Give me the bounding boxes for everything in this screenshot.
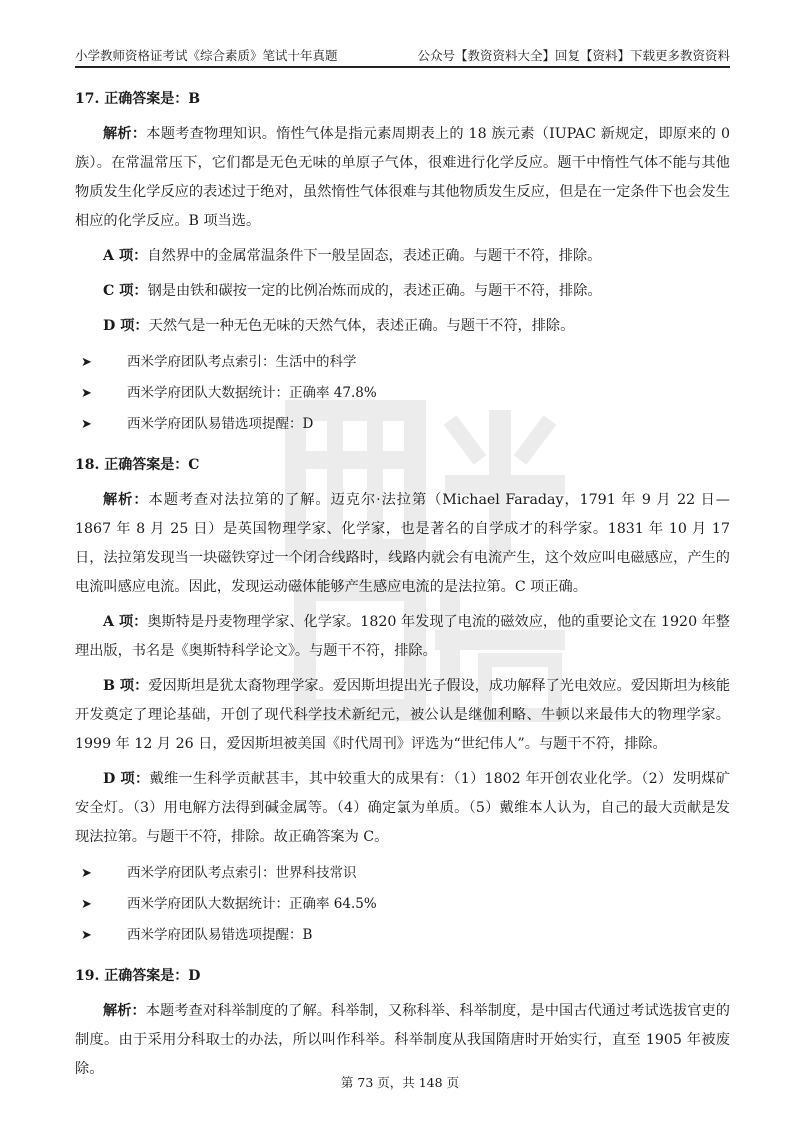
q17-bullet-reminder: ➤ 西米学府团队易错选项提醒：D	[75, 409, 730, 440]
analysis-label: 解析：	[103, 1003, 146, 1019]
analysis-label: 解析：	[103, 126, 147, 142]
header-left: 小学教师资格证考试《综合素质》笔试十年真题	[75, 48, 338, 63]
analysis-text: 本题考查对法拉第的了解。迈克尔·法拉第（Michael Faraday，1791 年 9 月 22 日—1867 年 8 月 25 日）是英国物理学家、化学家，也是著名的自学成才的科学家。1831 年 10 月 17 日，法拉第发现当一块磁铁穿过一个闭合线路时，线路内就会有电流产生，这个效应叫电磁感应，产生的电流叫感应电流。因此，发现运动磁体能够产生感应电流的是法拉第。C 项正确。	[75, 492, 730, 595]
header-right: 公众号【教资资料大全】回复【资料】下载更多教资资料	[417, 48, 730, 63]
q18-bullet-index: ➤ 西米学府团队考点索引：世界科技常识	[75, 858, 730, 889]
arrow-bullet-icon: ➤	[81, 897, 92, 912]
page-number: 第 73 页，共 148 页	[340, 1075, 460, 1090]
q18-option-d: D 项：戴维一生科学贡献甚丰，其中较重大的成果有：（1）1802 年开创农业化学。（2）发明煤矿安全灯。（3）用电解方法得到碱金属等。（4）确定氯为单质。（5）戴维本人认为，自己的最大贡献是发现法拉第。与题干不符，排除。故正确答案为 C。	[75, 771, 730, 845]
page-content	[75, 74, 730, 1090]
q17-analysis	[75, 120, 730, 236]
question-18-answer: 18. 正确答案是：C	[75, 457, 200, 473]
q17-option-c: C 项：钢是由铁和碳按一定的比例冶炼而成的，表述正确。与题干不符，排除。	[103, 283, 602, 299]
q18-option-a: A 项：奥斯特是丹麦物理学家、化学家。1820 年发现了电流的磁效应，他的重要论文在 1920 年整理出版，书名是《奥斯特科学论文》。与题干不符，排除。	[75, 614, 730, 659]
q17-bullet-index: ➤ 西米学府团队考点索引：生活中的科学	[75, 347, 730, 378]
arrow-bullet-icon: ➤	[81, 386, 92, 401]
arrow-bullet-icon: ➤	[81, 928, 92, 943]
analysis-label: 解析：	[103, 492, 149, 508]
question-19-answer: 19. 正确答案是：D	[75, 968, 201, 984]
arrow-bullet-icon: ➤	[81, 417, 92, 432]
q17-bullet-stats: ➤ 西米学府团队大数据统计：正确率 47.8%	[75, 378, 730, 409]
q18-bullet-reminder: ➤ 西米学府团队易错选项提醒：B	[75, 920, 730, 951]
q18-analysis	[75, 486, 730, 602]
analysis-text: 本题考查对科举制度的了解。科举制，又称科举、科举制度，是中国古代通过考试选拔官吏的制度。由于采用分科取士的办法，所以叫作科举。科举制度从我国隋唐时开始实行，直至 1905 年被废除。	[75, 1003, 730, 1077]
question-17-answer: 17. 正确答案是：B	[75, 91, 201, 107]
arrow-bullet-icon: ➤	[81, 355, 92, 370]
q18-option-b: B 项：爱因斯坦是犹太裔物理学家。爱因斯坦提出光子假设，成功解释了光电效应。爱因斯坦为核能开发奠定了理论基础，开创了现代科学技术新纪元，被公认是继伽利略、牛顿以来最伟大的物理学家。1999 年 12 月 26 日，爱因斯坦被美国《时代周刊》评选为“世纪伟人”。与题干不符，排除。	[75, 678, 731, 752]
arrow-bullet-icon: ➤	[81, 866, 92, 881]
analysis-text: 本题考查物理知识。惰性气体是指元素周期表上的 18 族元素（IUPAC 新规定，即原来的 0 族）。在常温常压下，它们都是无色无味的单原子气体，很难进行化学反应。题干中惰性气体不能与其他物质发生化学反应的表述过于绝对，虽然惰性气体很难与其他物质发生反应，但是在一定条件下也会发生相应的化学反应。B 项当选。	[75, 126, 730, 229]
q17-option-a: A 项：自然界中的金属常温条件下一般呈固态，表述正确。与题干不符，排除。	[103, 248, 602, 264]
page-header	[75, 38, 730, 68]
q19-analysis	[75, 997, 730, 1084]
q18-bullet-stats: ➤ 西米学府团队大数据统计：正确率 64.5%	[75, 889, 730, 920]
q17-option-d: D 项：天然气是一种无色无味的天然气体，表述正确。与题干不符，排除。	[103, 318, 575, 334]
